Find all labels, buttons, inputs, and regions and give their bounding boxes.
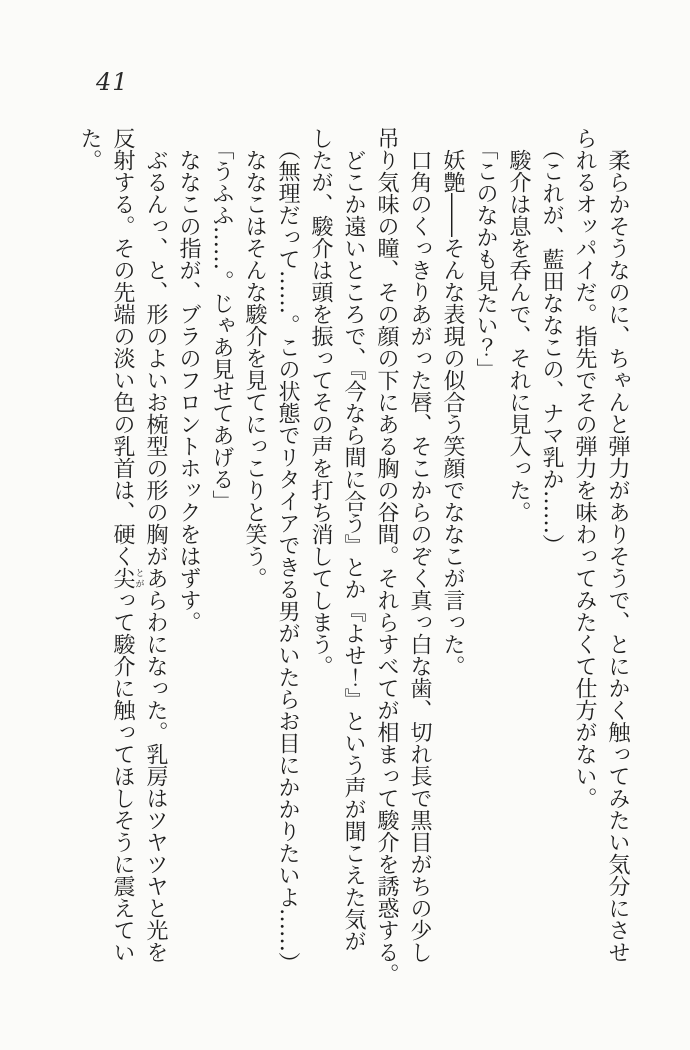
paragraph-4: 「このなかも見たい？」 (473, 138, 498, 380)
paragraph-7: どこか遠いところで、『今なら間に合う』とか『よせ！』という声が聞こえた気が したが、駿介は頭を振ってその声を打ち消してしまう。 (308, 127, 366, 952)
paragraph-9: ななこはそんな駿介を見てにっこりと笑う。 (242, 149, 267, 589)
furigana-ruby: 尖とが (110, 567, 144, 589)
paragraph-1: 柔らかそうなのに、ちゃんと弾力がありそうで、とにかく触ってみたい気分にさせ られるオッパイだ。指先でその弾力を味わってみたくて仕方がない。 (572, 127, 630, 963)
paragraph-12: ぶるんっ、と、形のよいお椀型の形の胸があらわになった。乳房はツヤツヤと光を 反射する。その先端の淡い色の乳首は、硬く尖とがって駿介に触ってほしそうに震えてい た。 (77, 127, 168, 963)
paragraph-10: 「うふふ……。じゃあ見せてあげる」 (209, 138, 234, 512)
paragraph-5: 妖艶――そんな表現の似合う笑顔でななこが言った。 (440, 149, 465, 677)
paragraph-8: （無理だって……。この状態でリタイアできる男がいたらお目にかかりたいよ……） (275, 138, 300, 974)
paragraph-3: 駿介は息を呑んで、それに見入った。 (506, 149, 531, 523)
paragraph-11: ななこの指が、ブラのフロントホックをはずす。 (176, 149, 201, 633)
body-text (73, 127, 634, 993)
paragraph-2: （これが、藍田ななこの、ナマ乳か……） (539, 138, 564, 556)
paragraph-6: 口角のくっきりあがった唇、そこからのぞく真っ白な歯、切れ長で黒目がちの少し 吊り気味の瞳、その顔の下にある胸の谷間。それらすべてが相まって駿介を誘惑する。 (374, 127, 432, 985)
page-number: 41 (96, 68, 129, 96)
